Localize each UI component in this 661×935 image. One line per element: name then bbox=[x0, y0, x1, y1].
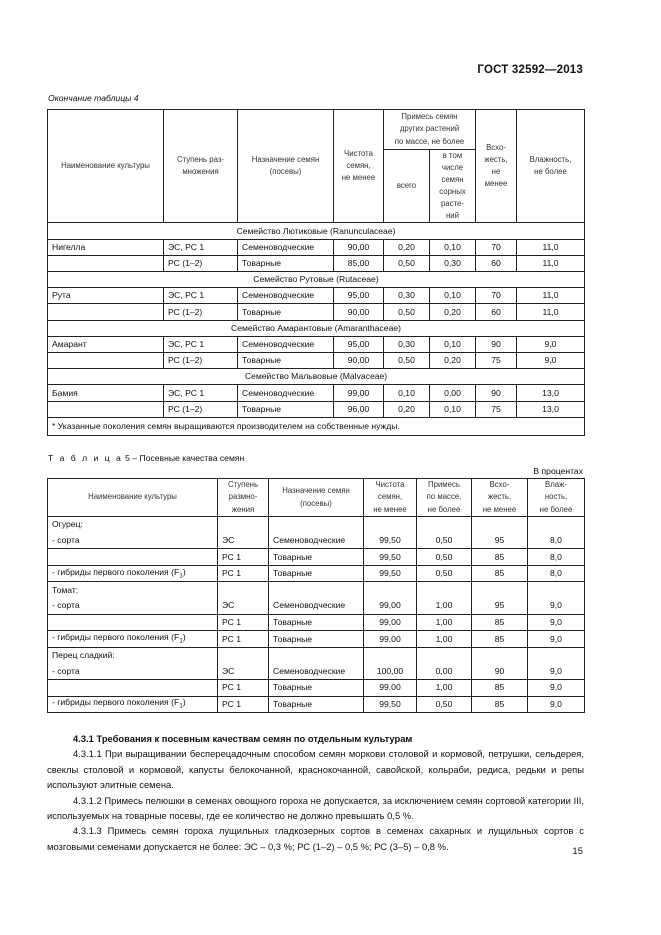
cell-moist: 13,0 bbox=[517, 401, 585, 417]
cell-moist: 11,0 bbox=[517, 288, 585, 304]
cell-purity: 99,00 bbox=[364, 631, 417, 648]
th5-stage: Ступень размно- жения bbox=[218, 479, 269, 517]
cell-crop: - сорта bbox=[48, 663, 218, 679]
cell-admix: 0,00 bbox=[417, 663, 472, 679]
paragraph: 4.3.1.1 При выращивании бесперецадочным способом семян моркови столовой и кормовой, петрушки, сельдерея, свеклы столовой и кормовой, капусты белокочанной, краснокочанной, савойской, кольраби, редиса, редьки и репы используют элитные семена. bbox=[47, 748, 584, 791]
cell-admix: 1,00 bbox=[417, 598, 472, 614]
family-row bbox=[48, 272, 585, 288]
cell-purpose: Товарные bbox=[238, 352, 334, 368]
cell-admix: 0,50 bbox=[417, 696, 472, 713]
group-row bbox=[48, 517, 585, 533]
cell-stage: РС 1 bbox=[218, 696, 269, 713]
family-cell: Семейство Рутовые (Rutaceae) bbox=[48, 272, 585, 288]
empty-cell bbox=[269, 517, 364, 533]
cell-stage: ЭС bbox=[218, 598, 269, 614]
cell-germ: 85 bbox=[472, 614, 528, 631]
cell-moist: 8,0 bbox=[528, 549, 585, 566]
cell-crop bbox=[48, 352, 164, 368]
cell-stage: РС 1 bbox=[218, 565, 269, 582]
empty-cell bbox=[364, 517, 417, 533]
cell-total: 0,20 bbox=[384, 239, 430, 255]
empty-cell bbox=[528, 582, 585, 598]
cell-total: 0,50 bbox=[384, 352, 430, 368]
cell-weeds: 0,30 bbox=[430, 255, 476, 271]
cell-moist: 9,0 bbox=[528, 696, 585, 713]
cell-purity: 99,50 bbox=[364, 565, 417, 582]
cell-stage: РС (1–2) bbox=[164, 304, 238, 320]
table-row bbox=[48, 255, 585, 271]
cell-moist: 13,0 bbox=[517, 385, 585, 401]
table-row bbox=[48, 385, 585, 401]
cell-purity: 99,50 bbox=[364, 549, 417, 566]
empty-cell bbox=[417, 647, 472, 663]
cell-germ: 85 bbox=[472, 679, 528, 696]
th5-moisture: Влаж- ность, не более bbox=[528, 479, 585, 517]
cell-crop: - гибриды первого поколения $(F_1)$ bbox=[48, 631, 218, 648]
family-row bbox=[48, 320, 585, 336]
cell-stage: ЭС, РС 1 bbox=[164, 385, 238, 401]
table-row bbox=[48, 663, 585, 679]
th-admixture: Примесь семян других растений по массе, не более bbox=[384, 110, 476, 150]
cell-purity: 99,00 bbox=[364, 598, 417, 614]
empty-cell bbox=[218, 517, 269, 533]
table-row bbox=[48, 336, 585, 352]
cell-admix: 1,00 bbox=[417, 631, 472, 648]
cell-purpose: Семеноводческие bbox=[238, 288, 334, 304]
cell-purpose: Семеноводческие bbox=[238, 336, 334, 352]
empty-cell bbox=[269, 582, 364, 598]
paragraph: 4.3.1.3 Примесь семян гороха лущильных гладкозерных сортов в семенах сахарных и лущильных сортов с мозговыми семенами допускается не более: ЭС – 0,3 %; РС (1–2) – 0,5 %; РС (3–5) – 0,8 %. bbox=[47, 825, 584, 852]
cell-purpose: Семеноводческие bbox=[238, 239, 334, 255]
cell-purpose: Товарные bbox=[269, 631, 364, 648]
cell-moist: 9,0 bbox=[517, 336, 585, 352]
family-cell: Семейство Амарантовые (Amaranthaceae) bbox=[48, 320, 585, 336]
cell-moist: 9,0 bbox=[528, 679, 585, 696]
cell-moist: 11,0 bbox=[517, 304, 585, 320]
group-name: Перец сладкий: bbox=[48, 647, 218, 663]
th-germination: Всхо- жесть, не менее bbox=[476, 110, 517, 223]
cell-stage: РС (1–2) bbox=[164, 352, 238, 368]
empty-cell bbox=[472, 647, 528, 663]
cell-germ: 95 bbox=[472, 533, 528, 549]
cell-purity: 100,00 bbox=[364, 663, 417, 679]
table-row bbox=[48, 304, 585, 320]
cell-purpose: Семеноводческие bbox=[238, 385, 334, 401]
cell-total: 0,30 bbox=[384, 288, 430, 304]
empty-cell bbox=[364, 647, 417, 663]
th-crop: Наименование культуры bbox=[48, 110, 164, 223]
cell-crop: - гибриды первого поколения $(F_1)$ bbox=[48, 565, 218, 582]
table-row bbox=[48, 288, 585, 304]
th5-admix: Примесь по массе, не более bbox=[417, 479, 472, 517]
cell-purity: 99,50 bbox=[364, 696, 417, 713]
cell-crop bbox=[48, 614, 218, 631]
cell-germ: 60 bbox=[476, 304, 517, 320]
table-row bbox=[48, 598, 585, 614]
cell-crop bbox=[48, 255, 164, 271]
cell-germ: 90 bbox=[472, 663, 528, 679]
table-row bbox=[48, 696, 585, 713]
cell-purpose: Товарные bbox=[269, 696, 364, 713]
cell-weeds: 0,10 bbox=[430, 401, 476, 417]
table-row bbox=[48, 631, 585, 648]
cell-stage: РС 1 bbox=[218, 549, 269, 566]
cell-moist: 11,0 bbox=[517, 255, 585, 271]
family-cell: Семейство Мальвовые (Malvaceae) bbox=[48, 369, 585, 385]
family-row bbox=[48, 369, 585, 385]
family-row bbox=[48, 223, 585, 239]
cell-stage: ЭС, РС 1 bbox=[164, 336, 238, 352]
cell-weeds: 0,00 bbox=[430, 385, 476, 401]
cell-purpose: Товарные bbox=[238, 401, 334, 417]
table-row bbox=[48, 679, 585, 696]
paragraph: 4.3.1.2 Примесь пелюшки в семенах овощного гороха не допускается, за исключением семян сортовой категории III, используемых на товарные посевы, где ее количество не должно превышать 0,5 %. bbox=[47, 794, 584, 822]
cell-moist: 8,0 bbox=[528, 565, 585, 582]
cell-germ: 85 bbox=[472, 549, 528, 566]
cell-purity: 95,00 bbox=[334, 288, 384, 304]
empty-cell bbox=[417, 582, 472, 598]
cell-weeds: 0,10 bbox=[430, 336, 476, 352]
th-purpose: Назначение семян (посевы) bbox=[238, 110, 334, 223]
empty-cell bbox=[472, 582, 528, 598]
cell-purity: 85,00 bbox=[334, 255, 384, 271]
th5-purity: Чистота семян, не менее bbox=[364, 479, 417, 517]
cell-germ: 75 bbox=[476, 401, 517, 417]
cell-moist: 9,0 bbox=[528, 598, 585, 614]
family-cell: Семейство Лютиковые (Ranunculaceae) bbox=[48, 223, 585, 239]
cell-crop: Амарант bbox=[48, 336, 164, 352]
th5-germination: Всхо- жесть, не менее bbox=[472, 479, 528, 517]
cell-total: 0,50 bbox=[384, 304, 430, 320]
cell-purity: 96,00 bbox=[334, 401, 384, 417]
cell-germ: 70 bbox=[476, 288, 517, 304]
cell-stage: ЭС, РС 1 bbox=[164, 239, 238, 255]
table4-caption: Окончание таблицы 4 bbox=[48, 93, 139, 103]
th5-purpose: Назначение семян (посевы) bbox=[269, 479, 364, 517]
table-row bbox=[48, 401, 585, 417]
cell-purpose: Товарные bbox=[269, 549, 364, 566]
cell-total: 0,10 bbox=[384, 385, 430, 401]
cell-crop: - сорта bbox=[48, 598, 218, 614]
cell-purpose: Товарные bbox=[238, 304, 334, 320]
cell-crop bbox=[48, 679, 218, 696]
empty-cell bbox=[218, 647, 269, 663]
cell-germ: 70 bbox=[476, 239, 517, 255]
cell-weeds: 0,10 bbox=[430, 288, 476, 304]
cell-moist: 9,0 bbox=[528, 614, 585, 631]
table-row bbox=[48, 239, 585, 255]
cell-purpose: Семеноводческие bbox=[269, 598, 364, 614]
table-row bbox=[48, 614, 585, 631]
empty-cell bbox=[528, 517, 585, 533]
empty-cell bbox=[364, 582, 417, 598]
cell-purity: 99,00 bbox=[364, 679, 417, 696]
group-row bbox=[48, 582, 585, 598]
cell-germ: 75 bbox=[476, 352, 517, 368]
section-heading: 4.3.1 Требования к посевным качествам семян по отдельным культурам bbox=[73, 733, 413, 744]
cell-germ: 95 bbox=[472, 598, 528, 614]
table-row bbox=[48, 565, 585, 582]
cell-crop bbox=[48, 304, 164, 320]
page-number: 15 bbox=[572, 846, 583, 857]
cell-admix: 0,50 bbox=[417, 549, 472, 566]
table5-caption: Т а б л и ц а 5 – Посевные качества семян bbox=[48, 453, 245, 463]
cell-moist: 9,0 bbox=[528, 631, 585, 648]
standard-number: ГОСТ 32592—2013 bbox=[477, 64, 583, 76]
cell-purpose: Товарные bbox=[269, 679, 364, 696]
cell-stage: РС (1–2) bbox=[164, 255, 238, 271]
cell-purity: 95,00 bbox=[334, 336, 384, 352]
cell-crop: - сорта bbox=[48, 533, 218, 549]
table-row bbox=[48, 533, 585, 549]
group-row bbox=[48, 647, 585, 663]
cell-purity: 99,00 bbox=[334, 385, 384, 401]
cell-purpose: Семеноводческие bbox=[269, 533, 364, 549]
cell-admix: 0,50 bbox=[417, 533, 472, 549]
cell-purpose: Товарные bbox=[269, 614, 364, 631]
empty-cell bbox=[528, 647, 585, 663]
cell-weeds: 0,10 bbox=[430, 239, 476, 255]
cell-admix: 1,00 bbox=[417, 679, 472, 696]
table-4 bbox=[47, 109, 585, 436]
cell-purity: 90,00 bbox=[334, 239, 384, 255]
cell-total: 0,30 bbox=[384, 336, 430, 352]
empty-cell bbox=[472, 517, 528, 533]
cell-germ: 90 bbox=[476, 385, 517, 401]
cell-moist: 9,0 bbox=[528, 663, 585, 679]
cell-moist: 8,0 bbox=[528, 533, 585, 549]
cell-admix: 1,00 bbox=[417, 614, 472, 631]
cell-stage: РС 1 bbox=[218, 679, 269, 696]
group-name: Томат: bbox=[48, 582, 218, 598]
cell-stage: РС 1 bbox=[218, 614, 269, 631]
empty-cell bbox=[417, 517, 472, 533]
cell-purpose: Товарные bbox=[238, 255, 334, 271]
th-stage: Ступень раз- множения bbox=[164, 110, 238, 223]
cell-stage: РС (1–2) bbox=[164, 401, 238, 417]
cell-purity: 99,00 bbox=[364, 614, 417, 631]
th-admix-weeds: в том числе семян сорных расте- ний bbox=[430, 150, 476, 223]
cell-moist: 9,0 bbox=[517, 352, 585, 368]
cell-stage: ЭС, РС 1 bbox=[164, 288, 238, 304]
cell-purity: 90,00 bbox=[334, 304, 384, 320]
cell-crop: - гибриды первого поколения $(F_1)$ bbox=[48, 696, 218, 713]
cell-purpose: Товарные bbox=[269, 565, 364, 582]
cell-stage: ЭС bbox=[218, 663, 269, 679]
cell-weeds: 0,20 bbox=[430, 304, 476, 320]
cell-stage: РС 1 bbox=[218, 631, 269, 648]
table-5 bbox=[47, 478, 585, 713]
table-row bbox=[48, 549, 585, 566]
cell-crop: Нигелла bbox=[48, 239, 164, 255]
th5-crop: Наименование культуры bbox=[48, 479, 218, 517]
group-name: Огурец: bbox=[48, 517, 218, 533]
cell-germ: 60 bbox=[476, 255, 517, 271]
th-purity: Чистота семян, не менее bbox=[334, 110, 384, 223]
table-row bbox=[48, 352, 585, 368]
cell-crop bbox=[48, 549, 218, 566]
th-admix-total: всего bbox=[384, 150, 430, 223]
cell-admix: 0,50 bbox=[417, 565, 472, 582]
cell-crop: Рута bbox=[48, 288, 164, 304]
th-moisture: Влажность, не более bbox=[517, 110, 585, 223]
cell-purpose: Семеноводческие bbox=[269, 663, 364, 679]
cell-germ: 90 bbox=[476, 336, 517, 352]
empty-cell bbox=[218, 582, 269, 598]
cell-crop: Бамия bbox=[48, 385, 164, 401]
cell-germ: 85 bbox=[472, 565, 528, 582]
table4-note: * Указанные поколения семян выращиваются производителем на собственные нужды. bbox=[48, 417, 585, 435]
table5-unit: В процентах bbox=[533, 466, 583, 476]
note-row bbox=[48, 417, 585, 435]
cell-weeds: 0,20 bbox=[430, 352, 476, 368]
cell-total: 0,50 bbox=[384, 255, 430, 271]
cell-germ: 85 bbox=[472, 631, 528, 648]
cell-purity: 90,00 bbox=[334, 352, 384, 368]
cell-moist: 11,0 bbox=[517, 239, 585, 255]
cell-crop bbox=[48, 401, 164, 417]
cell-stage: ЭС bbox=[218, 533, 269, 549]
cell-purity: 99,50 bbox=[364, 533, 417, 549]
cell-total: 0,20 bbox=[384, 401, 430, 417]
cell-germ: 85 bbox=[472, 696, 528, 713]
body-text bbox=[47, 731, 584, 854]
empty-cell bbox=[269, 647, 364, 663]
